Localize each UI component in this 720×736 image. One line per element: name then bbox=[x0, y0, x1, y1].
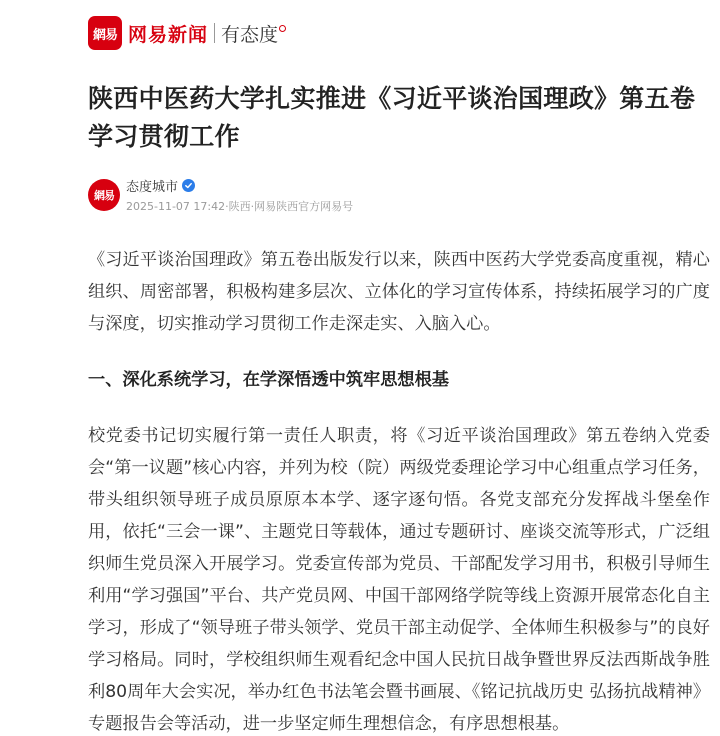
article-title: 陕西中医药大学扎实推进《习近平谈治国理政》第五卷学习贯彻工作 bbox=[88, 84, 696, 151]
brand-slogan bbox=[221, 20, 286, 47]
author-avatar[interactable]: 網易 bbox=[88, 179, 120, 211]
author-block bbox=[88, 178, 353, 212]
netease-logo[interactable]: 網易 bbox=[88, 16, 122, 50]
author-line bbox=[126, 176, 353, 195]
brand-name[interactable]: 网易新闻 bbox=[128, 23, 209, 46]
site-header bbox=[88, 16, 286, 50]
author-info bbox=[126, 176, 353, 214]
article-meta: 2025-11-07 17:42·陕西·网易陕西官方网易号 bbox=[126, 200, 354, 213]
author-name[interactable]: 态度城市 bbox=[126, 180, 179, 195]
checkmark-icon bbox=[184, 181, 193, 190]
brand-slogan-text: 有态度 bbox=[221, 23, 279, 46]
article-paragraph: 校党委书记切实履行第一责任人职责，将《习近平谈治国理政》第五卷纳入党委会“第一议题”核心内容，并列为校（院）两级党委理论学习中心组重点学习任务，带头组织领导班子成员原原本本学、逐字逐句悟。各党支部充分发挥战斗堡垒作用，依托“三会一课”、主题党日等载体，通过专题研讨、座谈交流等形式，广泛组织师生党员深入开展学习。党委宣传部为党员、干部配发学习用书，积极引导师生利用“学习强国”平台、共产党员网、中国干部网络学院等线上资源开展常态化自主学习，形成了“领导班子带头领学、党员干部主动促学、全体师生积极参与”的良好学习格局。同时，学校组织师生观看纪念中国人民抗日战争暨世界反法西斯战争胜利80周年大会实况，举办红色书法笔会暨书画展、《铭记抗战历史 弘扬抗战精神》专题报告会等活动，进一步坚定师生理想信念，有序思想根基。 bbox=[88, 426, 710, 734]
article-body bbox=[88, 244, 710, 736]
section-heading: 一、深化系统学习，在学深悟透中筑牢思想根基 bbox=[88, 370, 449, 390]
verified-badge-icon bbox=[182, 179, 195, 192]
article-paragraph: 《习近平谈治国理政》第五卷出版发行以来，陕西中医药大学党委高度重视，精心组织、周密部署，积极构建多层次、立体化的学习宣传体系，持续拓展学习的广度与深度，切实推动学习贯彻工作走深走实、入脑入心。 bbox=[88, 250, 710, 334]
brand-divider bbox=[214, 23, 215, 43]
slogan-dot-icon bbox=[279, 25, 286, 32]
